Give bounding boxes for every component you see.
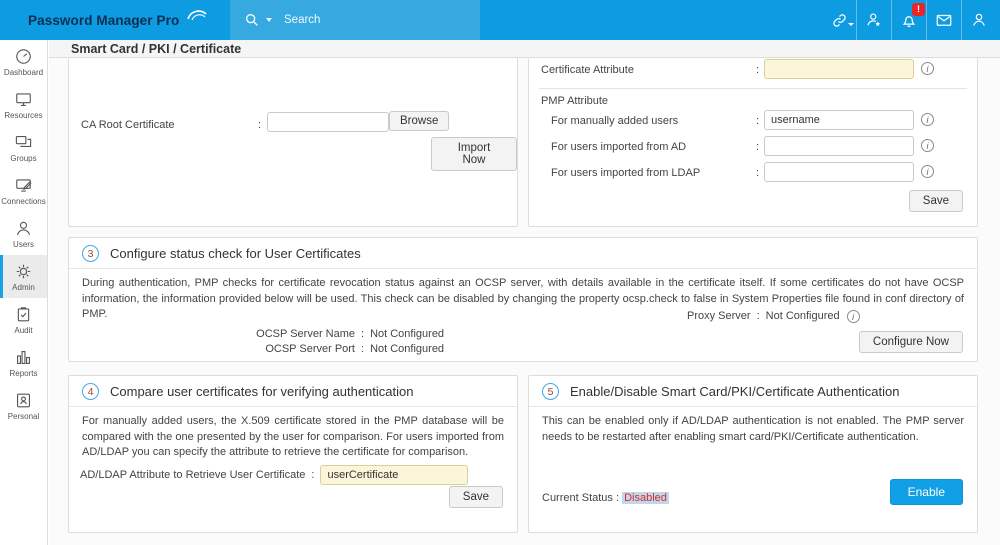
panel-status-check [68,237,978,362]
notifications-button[interactable] [892,0,926,40]
colon: : [756,115,760,127]
sidebar-item-reports[interactable] [0,341,47,384]
sidebar-item-admin[interactable] [0,255,47,298]
sidebar-item-groups[interactable] [0,126,47,169]
colon: : [756,64,760,76]
certificate-attribute-label: Certificate Attribute [541,64,634,76]
status-check-description: During authentication, PMP checks for certificate revocation status against an OCSP server, with details available in the certificate itself. If some certificates do not have OCSP information, the information provided below will be used. This check can be disabled by changing the property ocsp.check to false in System Properties file found in conf directory of PMP. [82,277,964,321]
personal-icon [14,391,33,410]
manually-added-users-label: For manually added users [551,115,679,127]
save-compare-button[interactable]: Save [449,486,503,508]
sidebar-item-label: Personal [7,411,40,421]
app-logo[interactable] [28,0,179,40]
main-content [49,58,1000,545]
enable-button[interactable]: Enable [890,479,963,505]
notification-badge: ! [912,3,925,16]
compare-description: For manually added users, the X.509 certificate stored in the PMP database will be compared with the one presented by the user for comparison. For users imported from AD/LDAP you can specify the attribute to retrieve the certificate for comparison. [82,415,504,459]
configure-now-button[interactable]: Configure Now [859,331,963,353]
quick-link-button[interactable] [822,0,856,40]
divider [539,88,967,89]
panel-body [69,269,977,361]
ocsp-settings [250,327,964,357]
retrieve-attribute-row [80,465,504,485]
step-number: 4 [82,383,99,400]
browse-button[interactable]: Browse [389,111,449,131]
ocsp-server-port-value: Not Configured [370,342,445,355]
proxy-server-value: Not Configured [765,310,840,322]
search-scope-caret-icon[interactable] [266,18,272,22]
sidebar-item-label: Reports [9,368,38,378]
app-logo-text: Password Manager Pro [28,12,180,28]
info-icon[interactable]: i [921,62,934,75]
colon: : [756,167,760,179]
imported-from-ldap-label: For users imported from LDAP [551,167,701,179]
panel-header [529,376,977,407]
colon: : [361,327,365,340]
sidebar-item-label: Connections [1,196,46,206]
colon: : [756,310,760,322]
imported-from-ldap-input[interactable] [764,162,914,182]
search-placeholder: Search [284,14,321,26]
panel-import-certificate [68,58,518,227]
current-status-value: Disabled [624,492,667,504]
reports-icon [14,348,33,367]
page-title-bar [49,40,1000,58]
sidebar-item-label: Resources [4,110,43,120]
enable-description: This can be enabled only if AD/LDAP authentication is not enabled. The PMP server needs to be restarted after enabling smart card/PKI/Certificate authentication. [542,415,964,443]
panel-enable-authentication [528,375,978,533]
logo-swoosh-icon [186,6,208,21]
panel-body [529,407,977,452]
colon: : [615,492,620,504]
page-title: Smart Card / PKI / Certificate [71,41,242,56]
topbar [0,0,1000,40]
proxy-server-label: Proxy Server [687,310,751,322]
ca-root-certificate-input[interactable] [267,112,389,132]
user-star-icon [865,11,883,29]
dashboard-icon [14,47,33,66]
imported-from-ad-label: For users imported from AD [551,141,687,153]
manually-added-users-input[interactable] [764,110,914,130]
user-icon [970,11,988,29]
sidebar-item-resources[interactable] [0,83,47,126]
ocsp-server-name-value: Not Configured [370,327,445,340]
groups-icon [14,133,33,152]
link-icon [831,12,848,29]
panel-header [69,376,517,407]
ocsp-server-port-row [250,342,964,357]
step-number: 5 [542,383,559,400]
imported-from-ad-input[interactable] [764,136,914,156]
account-button[interactable] [962,0,996,40]
search-icon [244,12,260,28]
ocsp-server-name-label: OCSP Server Name [256,327,355,340]
info-icon[interactable]: i [921,113,934,126]
user-favorites-button[interactable] [857,0,891,40]
import-now-button[interactable]: Import Now [431,137,517,171]
users-icon [14,219,33,238]
audit-icon [14,305,33,324]
sidebar-item-dashboard[interactable] [0,40,47,83]
retrieve-attribute-label: AD/LDAP Attribute to Retrieve User Certificate [80,468,306,481]
panel-attribute-mapping [528,58,978,227]
info-icon[interactable]: i [847,310,860,323]
connections-icon [14,176,33,195]
mail-icon [935,11,953,29]
save-attribute-mapping-button[interactable]: Save [909,190,963,212]
current-status-label: Current Status [542,492,613,504]
panel-title: Compare user certificates for verifying authentication [110,383,414,399]
info-icon[interactable]: i [921,139,934,152]
panel-compare-certificates [68,375,518,533]
search-input[interactable] [230,0,480,40]
pmp-attribute-header: PMP Attribute [541,95,609,107]
sidebar-item-label: Dashboard [3,67,44,77]
colon: : [311,468,315,481]
colon: : [361,342,365,355]
sidebar-item-users[interactable] [0,212,47,255]
info-icon[interactable]: i [921,165,934,178]
admin-gear-icon [14,262,33,281]
messages-button[interactable] [927,0,961,40]
panel-title: Configure status check for User Certificates [110,245,361,261]
ocsp-server-name-row [250,327,964,342]
sidebar-item-label: Audit [14,325,33,335]
sidebar-item-connections[interactable] [0,169,47,212]
panel-header [69,238,977,269]
resources-icon [14,90,33,109]
ocsp-server-port-label: OCSP Server Port [265,342,355,355]
retrieve-attribute-input[interactable] [320,465,468,485]
sidebar-item-label: Admin [12,282,35,292]
link-caret-icon [848,23,854,26]
proxy-server-row [687,309,860,324]
certificate-attribute-input[interactable] [764,59,914,79]
panel-title: Enable/Disable Smart Card/PKI/Certificate Authentication [570,383,900,399]
colon: : [756,141,760,153]
sidebar-item-personal[interactable] [0,384,47,427]
colon: : [258,119,262,131]
sidebar-item-label: Groups [10,153,37,163]
ca-root-certificate-label: CA Root Certificate [81,119,175,131]
step-number: 3 [82,245,99,262]
sidebar-item-label: Users [13,239,34,249]
current-status-row [542,492,669,504]
panel-body [69,407,517,492]
sidebar [0,40,48,545]
topbar-icons [822,0,996,40]
sidebar-item-audit[interactable] [0,298,47,341]
